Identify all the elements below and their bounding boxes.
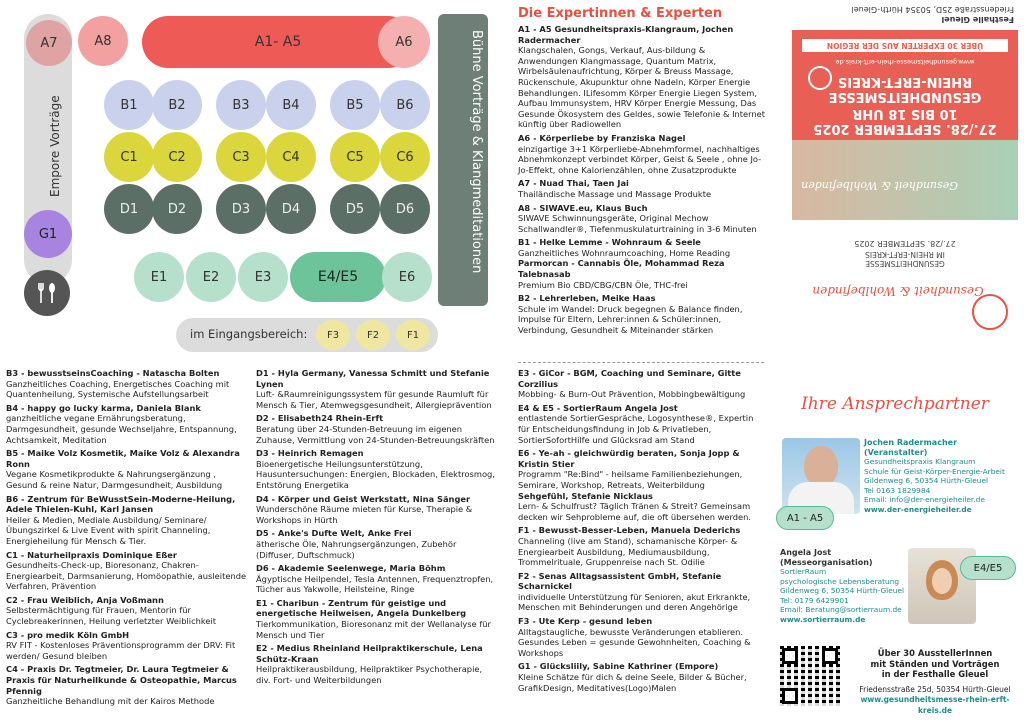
stage-label: Bühne Vorträge & Klangmeditationen	[469, 30, 484, 274]
stand-b6: B6	[380, 80, 430, 130]
contact-name: Angela Jost	[780, 548, 832, 557]
stand-d2: D2	[152, 184, 202, 234]
stand-e3: E3	[238, 252, 288, 302]
poster-url: www.gesundheitsmesse-rhein-erft-kreis.de	[835, 58, 975, 66]
list-item	[518, 448, 766, 490]
poster-title-1: GESUNDHEITSMESSE	[828, 89, 982, 104]
list-item	[518, 616, 766, 658]
list-item	[518, 237, 766, 258]
stand-f3: F3	[316, 320, 350, 350]
contact-line: Schule für Geist-Körper-Energie-Arbeit	[864, 466, 1005, 476]
footer-info	[850, 648, 1020, 716]
empore-label: Empore Vorträge	[48, 95, 62, 197]
entry-title: Parmorcan - Cannabis Öle, Mohammad Reza Talebnasab	[518, 258, 725, 280]
venue-name: Festhalle Gleuel	[941, 15, 1014, 24]
entry-title: Sehgefühl, Stefanie Nicklaus	[518, 490, 653, 501]
entry-title: E3 - GiCor - BGM, Coaching und Seminare, Gitte Corzilius	[518, 368, 741, 389]
stand-e6: E6	[382, 252, 432, 302]
list-item	[518, 491, 766, 523]
entry-desc: Ganzheitliches Coaching, Energetisches Coaching mit Quantenheilung, Systemische Aufstellungsarbeit	[6, 378, 230, 400]
exhibitor-list-right	[518, 368, 766, 693]
entry-title: G1 - Glücksliily, Sabine Kathriner (Empore)	[518, 661, 719, 672]
footer-line: mit Ständen und Vorträgen	[870, 658, 1000, 669]
experts-heading: Die Expertinnen & Experten	[518, 6, 723, 21]
entry-desc: ganzheitliche vegane Ernährungsberatung, Darmgesundheit, gesunde Wechseljahre, Entspannung, Achtsamkeit, Meditation	[6, 413, 237, 445]
poster-date	[802, 106, 1008, 136]
entry-title: D1 - Hyla Germany, Vanessa Schmitt und Stefanie Lynen	[256, 368, 490, 389]
list-item	[6, 448, 248, 490]
poster-banner: ÜBER 30 EXPERTEN AUS DER REGION	[802, 39, 1008, 52]
footer-website[interactable]: www.gesundheitsmesse-rhein-erft-kreis.de	[860, 695, 1010, 715]
list-item	[518, 525, 766, 567]
exhibitor-list-left	[6, 368, 248, 710]
contact-website[interactable]: www.sortierraum.de	[780, 614, 866, 624]
logo-sub-1: GESUNDHEITSMESSE	[865, 259, 945, 268]
poster-time-line: 10 BIS 18 UHR	[852, 106, 958, 121]
stand-e2: E2	[186, 252, 236, 302]
stand-f2: F2	[356, 320, 390, 350]
logo-script: Gesundheit & Wohlbefinden	[812, 284, 984, 298]
divider	[518, 362, 764, 363]
entry-title: C4 - Praxis Dr. Tegtmeier, Dr. Laura Tegtmeier & Praxis für Naturheilkunde & Osteopathie, Marcus Pfennig	[6, 664, 237, 696]
logo-mark-icon	[972, 294, 1008, 330]
poster-title	[802, 74, 1008, 104]
entry-desc: Klangschalen, Gongs, Verkauf, Aus-bildung & Anwendungen Klangmassage, Quantum Matrix, Wirbelsäulenaufrichtung, Körper & Breuss Massage, Rückenschule, Akupunktur ohne Nadeln, Körper Energie Behandlungen. ILifesomm Körper Energie Liegen System, Aufbau Immunsystem, HRV Körper Energie Messung, Das Gesunde Ökosystem des Geldes, sowie Telefonie & Internet künftig über Radiowellen	[518, 45, 766, 130]
entry-title: E2 - Medius Rheinland Heilpraktikerschule, Lena Schütz-Kraan	[256, 643, 483, 664]
contact-line: Tel: 0179 6429901	[780, 595, 849, 605]
entry-title: F3 - Ute Kerp - gesund leben	[518, 616, 653, 627]
list-item	[256, 643, 496, 685]
entry-title: E6 - Ye-ah - gleichwürdig beraten, Sonja Jopp & Kristin Stier	[518, 448, 740, 469]
entry-desc: Heilpraktikerausbildung, Heilpraktiker Psychotherapie, div. Fort- und Weiterbildungen	[256, 664, 483, 686]
flyer-back	[780, 0, 1024, 360]
list-item	[518, 661, 766, 693]
contact-role: (Messeorganisation)	[780, 557, 873, 567]
entry-title: B6 - Zentrum für BeWusstSein-Moderne-Heilung, Adele Thielen-Kuhl, Karl Jansen	[6, 493, 236, 515]
list-item	[256, 528, 496, 560]
list-item	[518, 203, 766, 235]
entry-desc: Premium Bio CBD/CBG/CBN Öle, THC-frei	[518, 279, 688, 290]
experts-list	[518, 24, 766, 336]
entry-title: A8 - SIWAVE.eu, Klaus Buch	[518, 202, 648, 213]
exhibitor-list-middle	[256, 368, 496, 689]
flyer-logo-block	[792, 230, 1018, 360]
venue-address: Friedensstraße 25D, 50354 Hürth-Gleuel	[851, 5, 1014, 14]
stand-a1-a5: A1- A5	[142, 16, 414, 68]
poster-date-line: 27./28. SEPTEMBER 2025	[813, 121, 997, 136]
entry-desc: Vegane Kosmetikprodukte & Nahrungsergänzung , Gesund & reine Natur, Darmgesundheit, Ausbildung	[6, 469, 223, 490]
entry-title: E4 & E5 - SortierRaum Angela Jost	[518, 402, 678, 413]
list-item	[518, 133, 766, 175]
entry-desc: Programm "Re:Bind" - heilsame Familienbeziehungen, Semirare, Workshop, Retreats, Weiterbildung	[518, 469, 743, 490]
entry-title: B3 - bewusstseinsCoaching - Natascha Bolten	[6, 368, 220, 378]
stand-b2: B2	[152, 80, 202, 130]
entry-desc: Beratung über 24-Stunden-Betreuung im eigenen Zuhause, Vermittlung von 24-Stunden-Betreuungskräften	[256, 423, 495, 445]
entry-desc: Mobbing- & Burn-Out Prävention, Mobbingbewältigung	[518, 389, 746, 400]
list-item	[518, 24, 766, 130]
contact-line: psychologische Lebensberatung	[780, 576, 900, 586]
list-item	[518, 258, 766, 290]
stand-d3: D3	[216, 184, 266, 234]
entry-desc: RV FIT - Kostenloses Präventionsprogramm der DRV: Fit werden/ Gesund bleiben	[6, 640, 236, 661]
photo-jochen	[782, 438, 860, 514]
list-item	[6, 664, 248, 706]
list-item	[256, 448, 496, 490]
contact-line: Gildenweg 6, 50354 Hürth-Gleuel	[780, 586, 905, 595]
stand-c6: C6	[380, 132, 430, 182]
entry-title: D4 - Körper und Geist Werkstatt, Nina Sänger	[256, 493, 471, 504]
entry-title: D2 - Elisabeth24 Rhein-Erft	[256, 413, 384, 424]
entry-title: D3 - Heinrich Remagen	[256, 448, 364, 459]
contact-line: Tel 0163 1829984	[864, 485, 931, 495]
list-item	[6, 368, 248, 400]
entry-title: E1 - Charibun - Zentrum für geistige und energetische Heilweisen, Angela Dunkelberg	[256, 597, 467, 619]
entry-title: D6 - Akademie Seelenwege, Maria Böhm	[256, 563, 446, 574]
stand-e1: E1	[134, 252, 184, 302]
stand-f1: F1	[396, 320, 430, 350]
qr-finder	[782, 648, 798, 664]
list-item	[518, 368, 766, 400]
face-shape	[932, 568, 952, 594]
list-item	[6, 595, 248, 627]
stand-a6: A6	[378, 16, 430, 68]
stand-c5: C5	[330, 132, 380, 182]
entry-title: C1 - Naturheilpraxis Dominique Eßer	[6, 549, 178, 560]
entry-desc: einzigartige 3+1 Körperliebe-Abnehmformel, nachhaltiges Abnehmkonzept verbindet Körper, Geist & Seele , ohne Jo-Jo-Effekt, ohne Kalorienzählen, ohne Zusatzprodukte	[518, 143, 762, 175]
entry-desc: Tierkommunikation, Bioresonanz mit der Wellanalyse für Mensch und Tier	[256, 619, 491, 640]
poster-script: Gesundheit & Wohlbefinden	[801, 179, 958, 192]
qr-code[interactable]	[780, 646, 840, 706]
contact-line: SortierRaum	[780, 567, 827, 576]
stand-b5: B5	[330, 80, 380, 130]
entrance-label: im Eingangsbereich:	[190, 327, 308, 341]
entry-title: D5 - Anke's Dufte Welt, Anke Frei	[256, 528, 412, 539]
contact-email[interactable]: Email: info@der-energieheiler.de	[864, 495, 985, 504]
contact-name: Jochen Radermacher (Veranstalter)	[864, 438, 958, 457]
entry-title: B4 - happy go lucky karma, Daniela Blank	[6, 402, 201, 413]
entry-desc: individuelle Unterstützung für Senioren, akut Erkrankte, Menschen mit Behinderungen und deren Angehörige	[518, 591, 751, 613]
tag-e4-e5: E4/E5	[960, 556, 1016, 580]
entry-title: F1 - Bewusst-Besser-Leben, Manuela Dederichs	[518, 525, 741, 536]
entry-desc: Bioenergetische Heilungsunterstützung, Hausuntersuchungen: Energien, Blockaden, Elektrosmog, Entstörung Energetika	[256, 458, 495, 490]
logo-sub	[792, 250, 1018, 268]
list-item	[6, 403, 248, 445]
stand-c3: C3	[216, 132, 266, 182]
contacts-heading: Ihre Ansprechpartner	[801, 394, 989, 414]
list-item	[256, 413, 496, 445]
flyer-poster	[792, 30, 1018, 220]
tag-a1-a5: A1 - A5	[776, 506, 834, 530]
stand-g1: G1	[24, 210, 72, 258]
entry-desc: Gesundheits-Check-up, Bioresonanz, Chakren-Energiearbeit, Darmsanierung, Homöopathie, ausleitende Verfahren, Prävention	[6, 560, 247, 592]
list-item	[6, 494, 248, 547]
stand-c2: C2	[152, 132, 202, 182]
entry-desc: Selbstermächtigung für Frauen, Mentorin für Cyclebreakerinnen, Heilung verletzter Weiblichkeit	[6, 605, 217, 627]
stand-b3: B3	[216, 80, 266, 130]
logo-sub-2: IM RHEIN-ERFT-KREIS	[865, 250, 945, 259]
entry-desc: Ägyptische Heilpendel, Tesla Antennen, Frequenztropfen, Tücher aus Yakwolle, Heilsteine, Ringe	[256, 573, 494, 595]
stand-b4: B4	[266, 80, 316, 130]
entry-desc: Ganzheitliche Behandlung mit der Kairos Methode	[6, 696, 215, 707]
entry-title: F2 - Senas Alltagsassistent GmbH, Stefanie Scharnickel	[518, 570, 722, 592]
entry-desc: Ganzheitliches Wohnraumcoaching, Home Reading	[518, 247, 731, 258]
stand-a7: A7	[26, 20, 72, 66]
stand-d4: D4	[266, 184, 316, 234]
entry-desc: entlastende SortierGespräche, Logosynthese®, Expertin für Entscheidungsfindung in Job & Privatleben, SortierSofortHilfe und Glücksrad am Stand	[518, 413, 754, 445]
entry-desc: Kleine Schätze für dich & deine Seele, Bilder & Bücher, GrafikDesign, Meditatives(Logo)Malen	[518, 672, 747, 693]
stand-c1: C1	[104, 132, 154, 182]
contact-website[interactable]: www.der-energieheiler.de	[864, 504, 972, 514]
avatar	[804, 446, 838, 486]
entry-desc: SIWAVE Schwinnungsgeräte, Original Mechow Schallwandler®, Tiefenmuskulaturtraining in 3-6 Minuten	[518, 213, 757, 234]
flyer-venue	[790, 4, 1014, 24]
entry-title: A1 - A5 Gesundheitspraxis-Klangraum, Jochen Radermacher	[518, 24, 734, 45]
list-item	[256, 494, 496, 526]
footer-address: Friedensstraße 25d, 50354 Hürth-Gleuel	[859, 684, 1011, 694]
contact-line: Gesundheitspraxis Klangraum	[864, 457, 976, 466]
footer-line: Über 30 AusstellerInnen	[877, 648, 993, 658]
list-item	[518, 178, 766, 199]
contact-line: Gildenweg 6, 50354 Hürth-Gleuel	[864, 476, 989, 485]
entry-title: B5 - Maike Volz Kosmetik, Maike Volz & Alexandra Ronn	[6, 448, 240, 469]
entry-desc: Wunderschöne Räume mieten für Kurse, Therapie & Workshops in Hürth	[256, 504, 473, 525]
entry-desc: Schule im Wandel: Druck begegnen & Balance finden, Impulse für Eltern, Lehrer:innen & Schüler:innen, Verbindung, Gesundheit & Miteinander stärken	[518, 303, 743, 336]
entry-desc: Alltagstaugliche, bewusste Veränderungen etablieren. Gesundes Leben = gesunde Gewohnheiten, Coaching & Workshops	[518, 626, 751, 658]
entry-title: A7 - Nuad Thai, Taen Jai	[518, 178, 629, 189]
entry-title: C3 - pro medik Köln GmbH	[6, 629, 130, 640]
list-item	[256, 368, 496, 410]
stand-d5: D5	[330, 184, 380, 234]
entry-title: B1 - Helke Lemme - Wohnraum & Seele	[518, 237, 701, 248]
contact-angela	[780, 548, 910, 624]
footer-line: in der Festhalle Gleuel	[881, 669, 989, 679]
logo-icon	[808, 66, 832, 90]
list-item	[6, 630, 248, 662]
entry-title: B2 - Lehrerleben, Meike Haas	[518, 293, 656, 304]
entry-desc: Luft- &Raumreinigungssystem für gesunde Raumluft für Mensch & Tier, Atemwegsgesundheit, Allergieprävention	[256, 389, 492, 410]
stand-e4-e5: E4/E5	[290, 252, 386, 302]
entry-desc: Channeling (live am Stand), schamanische Körper- & Energiearbeit Ausbildung, Mediumausbildung, Trommelrituale, Gruppenreise nach St. Odilie	[518, 535, 738, 568]
entry-title: C2 - Frau Weiblich, Anja Voßmann	[6, 594, 164, 605]
stand-b1: B1	[104, 80, 154, 130]
stand-a8: A8	[78, 16, 128, 66]
entry-desc: Lern- & Schulfrust? Täglich Tränen & Streit? Gemeinsam decken wir Sehprobleme auf, die oft übersehen werden.	[518, 501, 752, 522]
list-item	[256, 563, 496, 595]
food-icon	[24, 270, 70, 316]
poster-photo	[792, 140, 1018, 220]
list-item	[256, 598, 496, 640]
contact-jochen	[864, 438, 1022, 514]
logo-date: 27./28. SEPTEMBER 2025	[854, 239, 956, 248]
entry-desc: ätherische Öle, Nahrungsergänzungen, Zubehör (Diffuser, Duftschmuck)	[256, 538, 457, 560]
poster-title-2: RHEIN-ERFT-KREIS	[837, 74, 973, 89]
entry-title: A6 - Körperliebe by Franziska Nagel	[518, 132, 686, 143]
stand-c4: C4	[266, 132, 316, 182]
entry-desc: Heiler & Medien, Mediale Ausbildung/ Seminare/ Übungszirkel & Live Event with spirit Channeling, Energieheilung für Mensch & Tier.	[6, 514, 211, 546]
list-item	[6, 550, 248, 592]
list-item	[518, 571, 766, 613]
stand-d6: D6	[380, 184, 430, 234]
stand-d1: D1	[104, 184, 154, 234]
list-item	[518, 403, 766, 445]
qr-finder	[782, 688, 798, 704]
entry-desc: Thailändische Massage und Massage Produkte	[518, 188, 712, 199]
qr-finder	[822, 648, 838, 664]
contact-email[interactable]: Email: Beratung@sortierraum.de	[780, 605, 902, 614]
list-item	[518, 293, 766, 335]
